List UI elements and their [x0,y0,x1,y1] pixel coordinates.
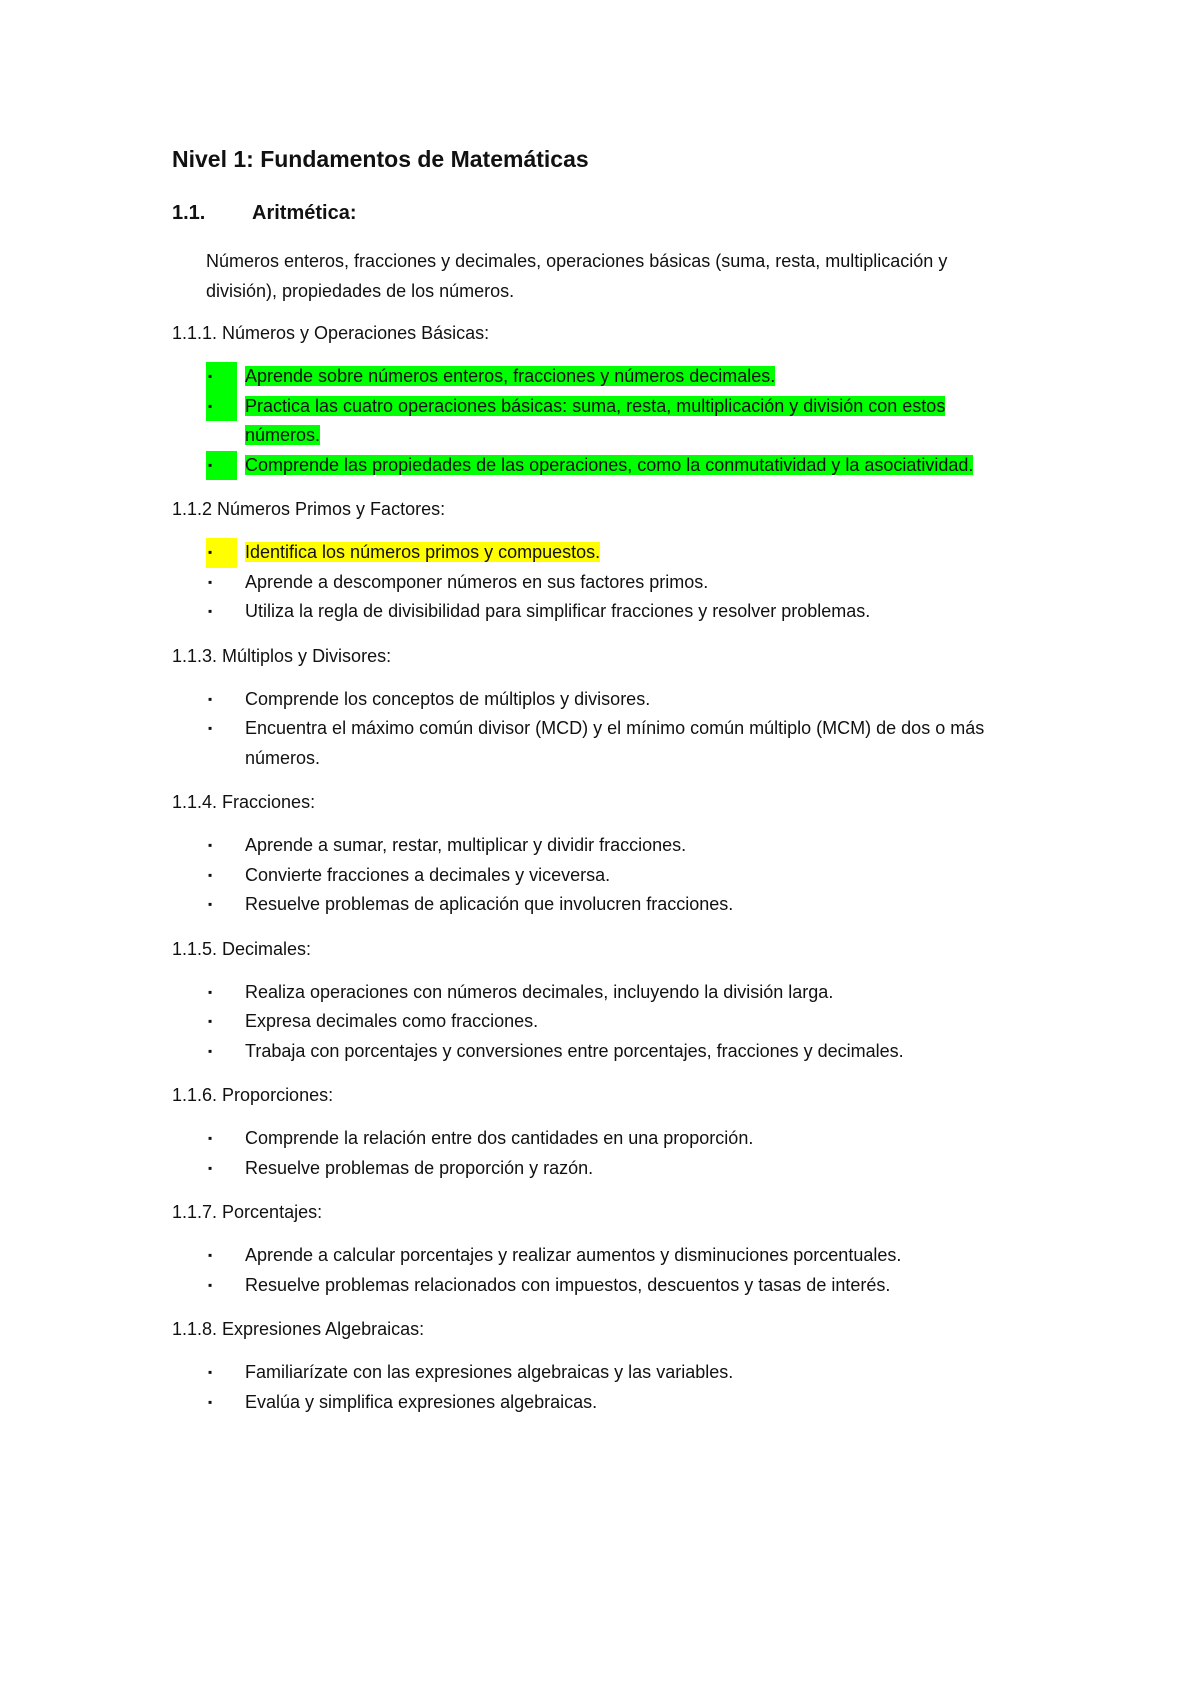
subsection-title: 1.1.4. Fracciones: [172,792,316,812]
list-item [172,1241,1020,1271]
list-item-text: Resuelve problemas relacionados con impuestos, descuentos y tasas de interés. [245,1274,891,1295]
list-item-text: Comprende las propiedades de las operaciones, como la conmutatividad y la asociatividad. [245,454,974,475]
list-item [172,714,1020,773]
list-item [172,831,1020,861]
list-item [172,890,1020,920]
bullet-list [172,538,1050,627]
list-item [172,1271,1020,1301]
subsection-title: 1.1.2 Números Primos y Factores: [172,499,446,519]
bullet-icon: ▪ [208,984,213,999]
bullet-list [172,685,1050,774]
bullet-list [172,831,1050,920]
list-item-text: Evalúa y simplifica expresiones algebraicas. [245,1391,598,1412]
list-item-text: Realiza operaciones con números decimales, incluyendo la división larga. [245,981,834,1002]
subsection-title: 1.1.1. Números y Operaciones Básicas: [172,323,490,343]
bullet-icon: ▪ [208,574,213,589]
bullet-icon: ▪ [206,538,237,568]
bullet-icon: ▪ [208,1394,213,1409]
bullet-icon: ▪ [208,1248,213,1262]
subsection-title: 1.1.8. Expresiones Algebraicas: [172,1319,425,1339]
section-label: Aritmética: [252,202,357,224]
bullet-icon: ▪ [208,1160,213,1175]
list-item-text: Comprende los conceptos de múltiplos y divisores. [245,688,651,709]
bullet-list [172,1358,1050,1417]
bullet-list [172,362,1050,480]
list-item-text: Convierte fracciones a decimales y viceversa. [245,864,611,885]
list-item [172,861,1020,891]
bullet-icon: ▪ [208,691,213,706]
bullet-icon: ▪ [208,867,213,882]
list-item [172,568,1020,598]
bullet-icon: ▪ [208,721,213,735]
bullet-icon: ▪ [208,1131,213,1145]
bullet-list [172,978,1050,1067]
list-item-text: Resuelve problemas de proporción y razón. [245,1157,594,1178]
subsection-title: 1.1.3. Múltiplos y Divisores: [172,645,392,666]
bullet-icon: ▪ [206,451,237,481]
bullet-icon: ▪ [208,604,213,618]
list-item [172,451,1020,481]
list-item-text: Aprende sobre números enteros, fracciones y números decimales. [245,366,776,386]
section-heading [172,200,1050,226]
list-item [172,1124,1020,1154]
list-item [172,685,1020,715]
subsection-title: 1.1.6. Proporciones: [172,1085,334,1105]
list-item-text: Utiliza la regla de divisibilidad para simplificar fracciones y resolver problemas. [245,601,871,621]
list-item [172,597,1020,627]
list-item-text: Comprende la relación entre dos cantidades en una proporción. [245,1128,754,1148]
document-title: Nivel 1: Fundamentos de Matemáticas [172,146,589,172]
list-item [172,1388,1020,1418]
list-item [172,538,1020,568]
list-item [172,392,1020,451]
list-item-text: Practica las cuatro operaciones básicas: suma, resta, multiplicación y división con estos números. [245,395,946,445]
list-item [172,1007,1020,1037]
bullet-icon: ▪ [208,1365,213,1379]
list-item [172,1037,1020,1067]
list-item-text: Identifica los números primos y compuestos. [245,542,601,562]
bullet-icon: ▪ [208,1277,213,1292]
list-item-text: Aprende a sumar, restar, multiplicar y dividir fracciones. [245,835,687,855]
subsection-title: 1.1.5. Decimales: [172,938,312,959]
list-item-text: Encuentra el máximo común divisor (MCD) y el mínimo común múltiplo (MCM) de dos o más números. [245,718,985,768]
list-item-text: Familiarízate con las expresiones algebraicas y las variables. [245,1362,734,1382]
list-item-text: Expresa decimales como fracciones. [245,1011,539,1031]
bullet-icon: ▪ [208,838,213,852]
bullet-list [172,1124,1050,1183]
bullet-icon: ▪ [206,362,237,392]
list-item [172,1358,1020,1388]
list-item-text: Trabaja con porcentajes y conversiones entre porcentajes, fracciones y decimales. [245,1040,904,1061]
bullet-icon: ▪ [208,1014,213,1028]
subsections-container [172,320,1050,1417]
bullet-list [172,1241,1050,1300]
section-intro: Números enteros, fracciones y decimales, operaciones básicas (suma, resta, multiplicación y división), propiedades de los números. [206,251,948,301]
list-item [172,1154,1020,1184]
list-item-text: Aprende a calcular porcentajes y realizar aumentos y disminuciones porcentuales. [245,1245,902,1265]
bullet-icon: ▪ [206,392,237,422]
section-number: 1.1. [172,202,206,224]
subsection-title: 1.1.7. Porcentajes: [172,1202,323,1222]
bullet-icon: ▪ [208,897,213,911]
list-item-text: Resuelve problemas de aplicación que involucren fracciones. [245,894,734,914]
list-item-text: Aprende a descomponer números en sus factores primos. [245,571,709,592]
bullet-icon: ▪ [208,1043,213,1058]
list-item [172,362,1020,392]
list-item [172,978,1020,1008]
